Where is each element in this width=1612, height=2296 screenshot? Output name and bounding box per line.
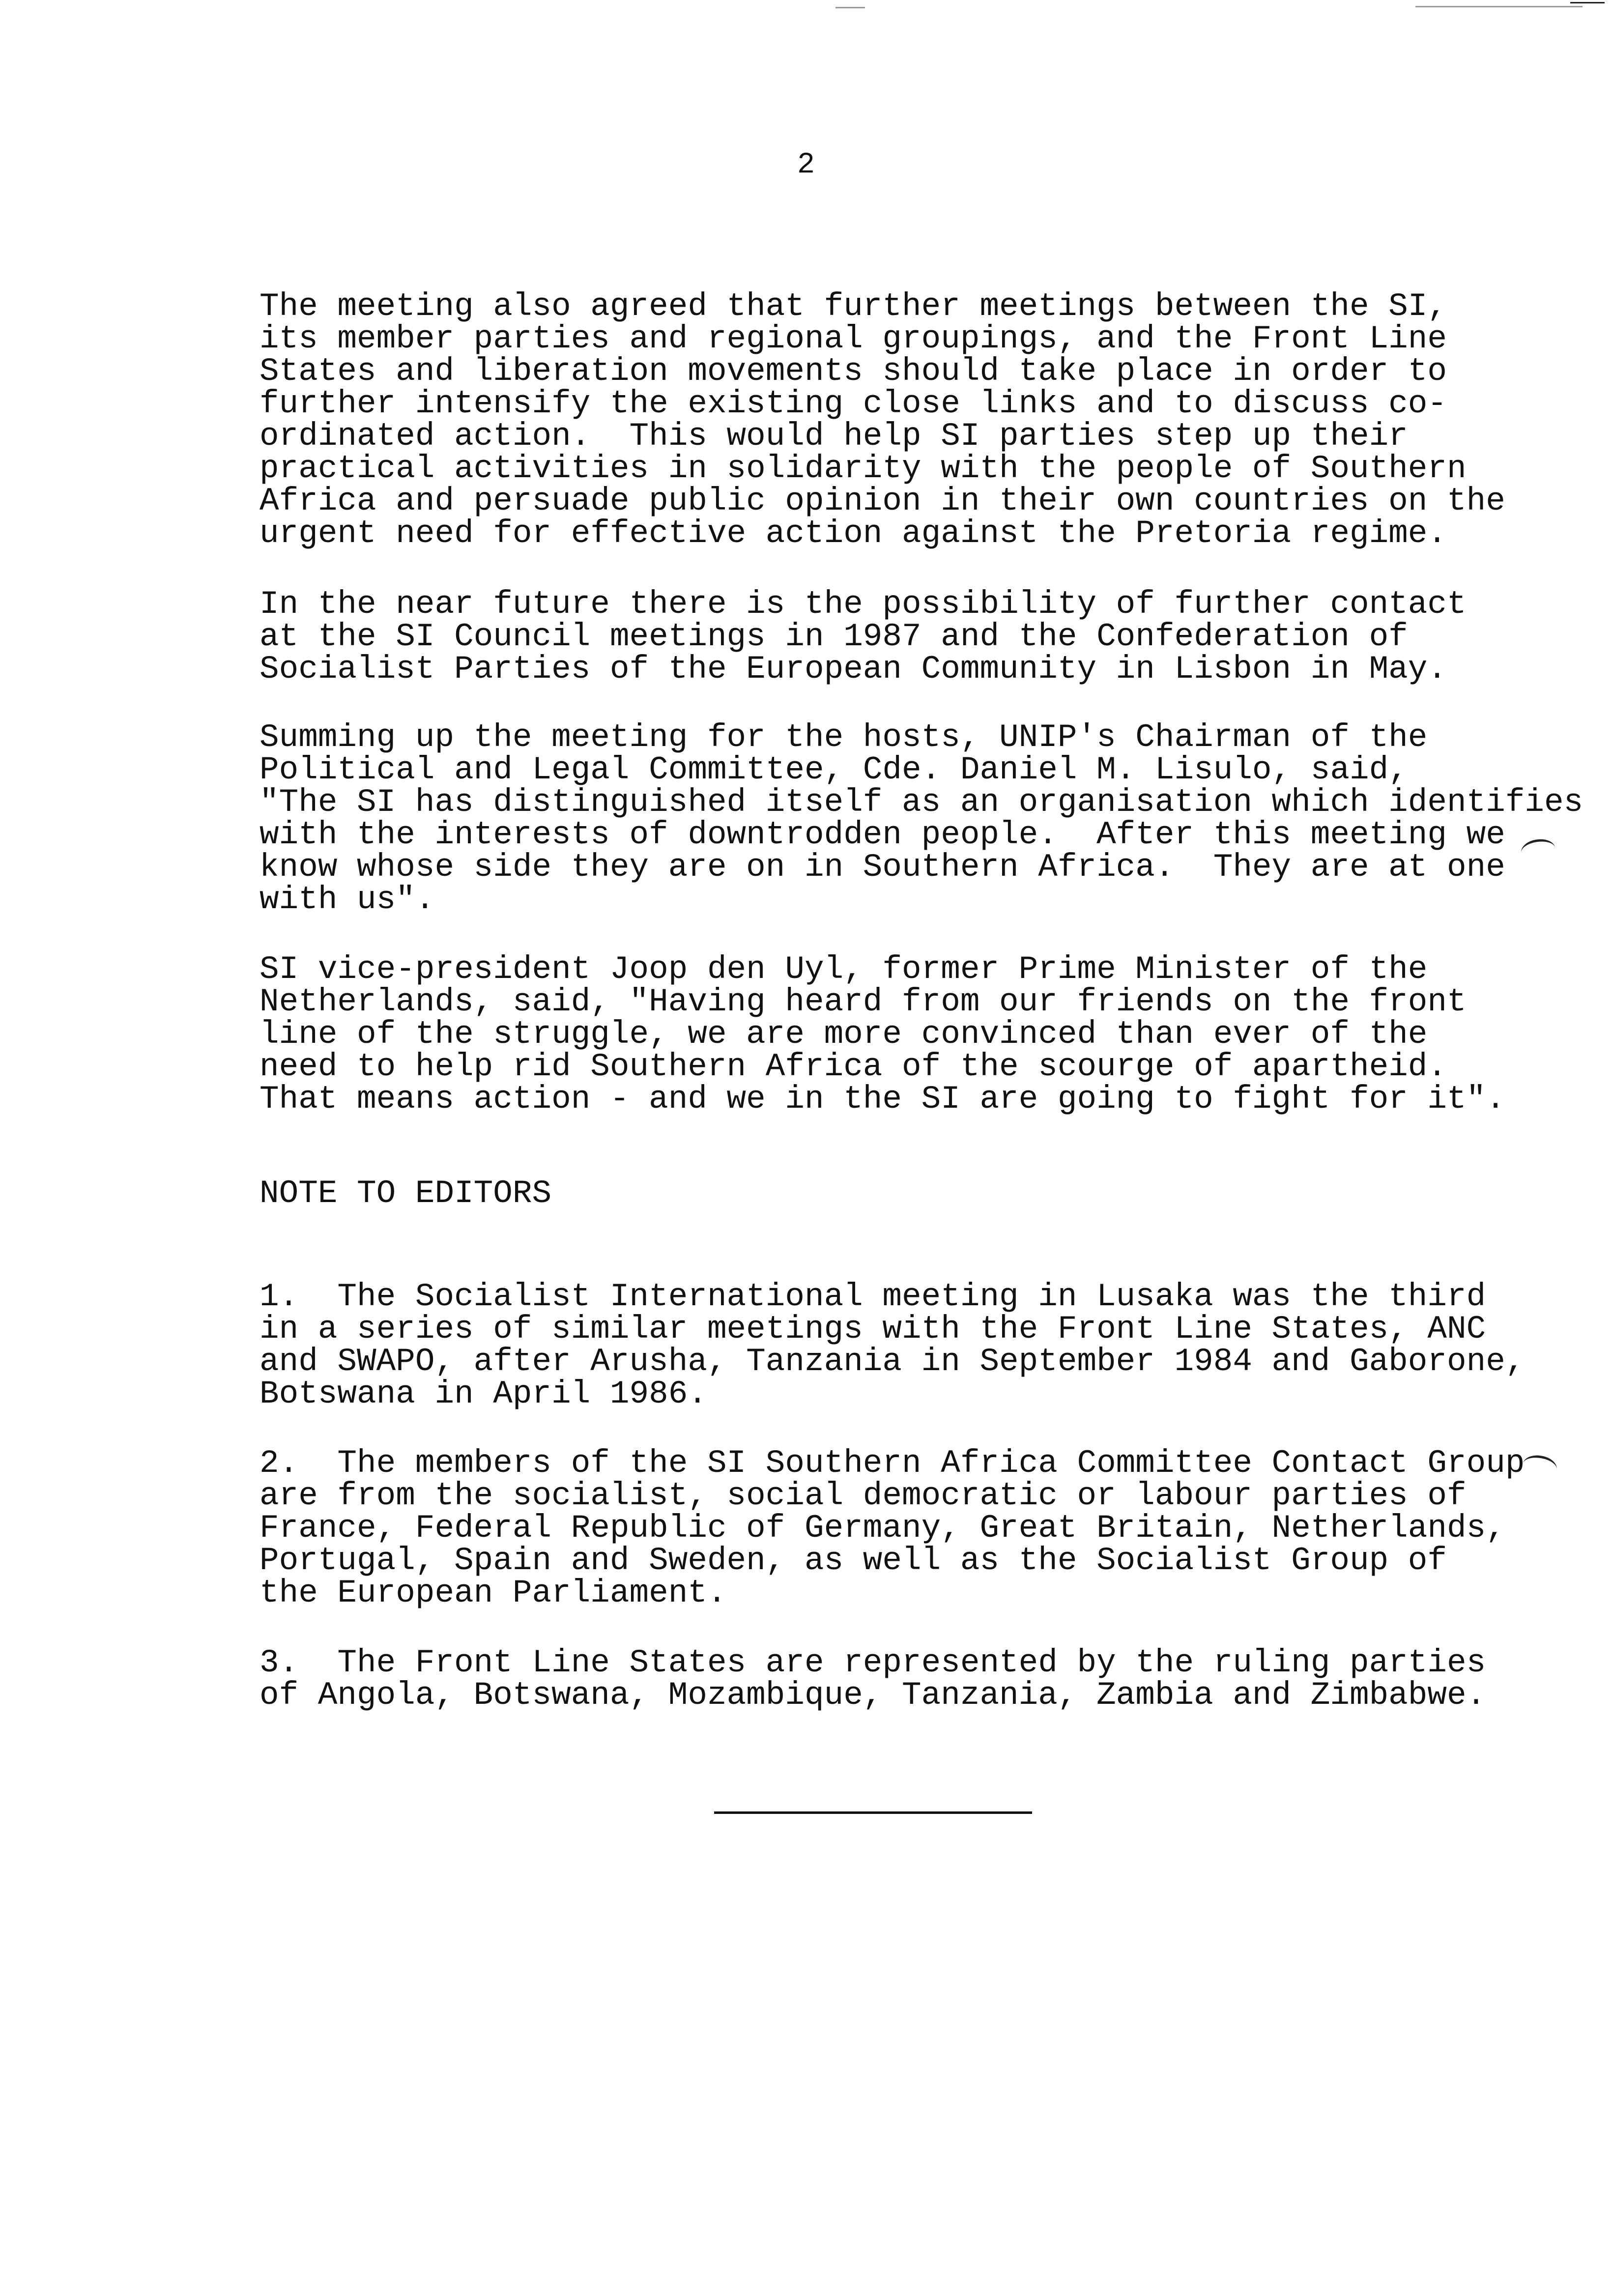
paragraph-lisulo-quote: Summing up the meeting for the hosts, UNIP's Chairman of the Political and Legal Committee, Cde. Daniel M. Lisulo, said, "The SI has distinguished itself as an organisation which identifies with the interests of downtrodden people. After this meeting we know whose side they are on in Southern Africa. They are at one with us". — [259, 719, 1583, 918]
note-heading: NOTE TO EDITORS — [259, 1175, 552, 1212]
note-1: 1. The Socialist International meeting in Lusaka was the third in a series of similar meetings with the Front Line States, ANC and SWAPO, after Arusha, Tanzania in September 1984 and Gaborone, Botswana in April 1986. — [259, 1278, 1525, 1412]
page-number: 2 — [797, 148, 815, 182]
margin-pen-mark — [1521, 1453, 1559, 1480]
note-3: 3. The Front Line States are represented by the ruling parties of Angola, Botswana, Mozambique, Tanzania, Zambia and Zimbabwe. — [259, 1644, 1486, 1714]
note-2: 2. The members of the SI Southern Africa Committee Contact Group are from the socialist, social democratic or labour parties of France, Federal Republic of Germany, Great Britain, Netherlands, Portugal, Spain and Sweden, as well as the Socialist Group of the European Parliament. — [259, 1445, 1525, 1611]
scan-speck — [835, 7, 865, 8]
paragraph-near-future: In the near future there is the possibility of further contact at the SI Council meetings in 1987 and the Confederation of Socialist Parties of the European Community in Lisbon in May. — [259, 586, 1467, 688]
paragraph-further-meetings: The meeting also agreed that further meetings between the SI, its member parties and regional groupings, and the Front Line States and liberation movements should take place in order to further intensify the existing close links and to discuss co- ordinated action. This would help SI parties step up their practical activities in solidarity with the people of Southern Africa and persuade public opinion in their own countries on the urgent need for effective action against the Pretoria regime. — [259, 288, 1505, 552]
scan-speck — [1415, 6, 1583, 7]
paragraph-den-uyl-quote: SI vice-president Joop den Uyl, former Prime Minister of the Netherlands, said, "Having heard from our friends on the front line of the struggle, we are more convinced than ever of the need to help rid Southern Africa of the scourge of apartheid. That means action - and we in the SI are going to fight for it". — [259, 951, 1505, 1118]
closing-rule — [714, 1811, 1032, 1814]
scan-speck — [1570, 2, 1605, 3]
